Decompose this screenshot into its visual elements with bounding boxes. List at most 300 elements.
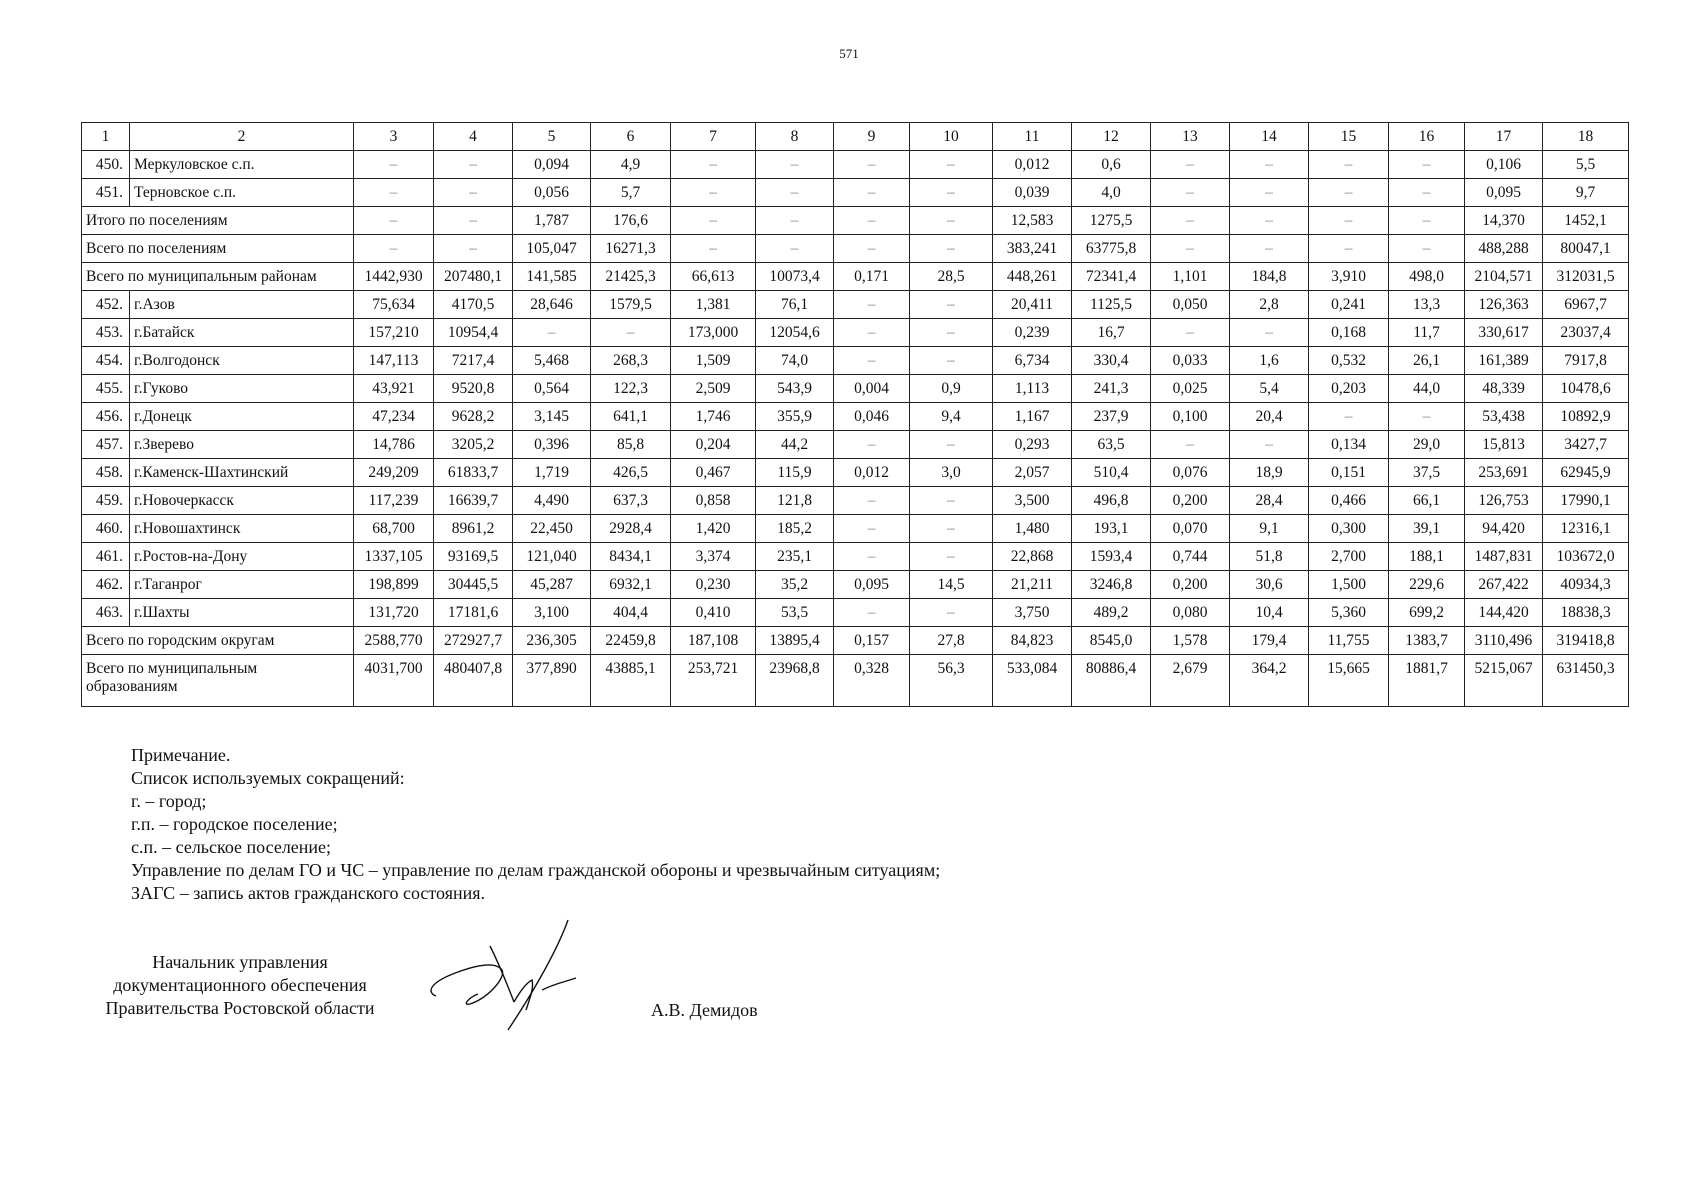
value-cell: – xyxy=(910,207,993,235)
value-cell: 3,100 xyxy=(513,599,591,627)
value-cell: – xyxy=(1151,151,1230,179)
value-cell: 10954,4 xyxy=(434,319,513,347)
value-cell: 272927,7 xyxy=(434,627,513,655)
column-number-header: 10 xyxy=(910,123,993,151)
value-cell: 47,234 xyxy=(354,403,434,431)
value-cell: 80886,4 xyxy=(1072,655,1151,707)
value-cell: 179,4 xyxy=(1230,627,1309,655)
total-row-name: Всего по поселениям xyxy=(82,235,354,263)
value-cell: 0,004 xyxy=(834,375,910,403)
value-cell: 184,8 xyxy=(1230,263,1309,291)
value-cell: 489,2 xyxy=(1072,599,1151,627)
value-cell: 631450,3 xyxy=(1543,655,1629,707)
value-cell: 147,113 xyxy=(354,347,434,375)
value-cell: 0,396 xyxy=(513,431,591,459)
value-cell: 9520,8 xyxy=(434,375,513,403)
value-cell: – xyxy=(1309,235,1389,263)
value-cell: – xyxy=(354,151,434,179)
value-cell: 3,374 xyxy=(671,543,756,571)
row-number: 456. xyxy=(82,403,130,431)
value-cell: 1275,5 xyxy=(1072,207,1151,235)
value-cell: 0,012 xyxy=(834,459,910,487)
value-cell: – xyxy=(834,207,910,235)
value-cell: 12,583 xyxy=(993,207,1072,235)
value-cell: – xyxy=(756,179,834,207)
value-cell: 53,5 xyxy=(756,599,834,627)
value-cell: 161,389 xyxy=(1465,347,1543,375)
table-row xyxy=(82,515,1629,543)
value-cell: 84,823 xyxy=(993,627,1072,655)
value-cell: – xyxy=(1389,151,1465,179)
value-cell: 1,6 xyxy=(1230,347,1309,375)
row-name: г.Таганрог xyxy=(130,571,354,599)
note-line: г.п. – городское поселение; xyxy=(131,814,338,834)
value-cell: – xyxy=(910,319,993,347)
table-row xyxy=(82,543,1629,571)
value-cell: – xyxy=(1151,207,1230,235)
value-cell: – xyxy=(834,151,910,179)
value-cell: 4,9 xyxy=(591,151,671,179)
row-name: г.Зверево xyxy=(130,431,354,459)
value-cell: 198,899 xyxy=(354,571,434,599)
value-cell: 448,261 xyxy=(993,263,1072,291)
value-cell: 1125,5 xyxy=(1072,291,1151,319)
value-cell: 510,4 xyxy=(1072,459,1151,487)
row-name: г.Новошахтинск xyxy=(130,515,354,543)
value-cell: – xyxy=(1230,431,1309,459)
column-number-header: 6 xyxy=(591,123,671,151)
row-name: г.Азов xyxy=(130,291,354,319)
value-cell: 2,8 xyxy=(1230,291,1309,319)
value-cell: 17990,1 xyxy=(1543,487,1629,515)
value-cell: 6,734 xyxy=(993,347,1072,375)
value-cell: 2928,4 xyxy=(591,515,671,543)
column-number-header: 1 xyxy=(82,123,130,151)
value-cell: 75,634 xyxy=(354,291,434,319)
value-cell: 27,8 xyxy=(910,627,993,655)
value-cell: 0,466 xyxy=(1309,487,1389,515)
value-cell: 66,1 xyxy=(1389,487,1465,515)
row-number: 459. xyxy=(82,487,130,515)
table-row xyxy=(82,459,1629,487)
value-cell: 0,056 xyxy=(513,179,591,207)
value-cell: – xyxy=(910,599,993,627)
value-cell: 1593,4 xyxy=(1072,543,1151,571)
value-cell: – xyxy=(671,235,756,263)
value-cell: 8434,1 xyxy=(591,543,671,571)
value-cell: 319418,8 xyxy=(1543,627,1629,655)
value-cell: 496,8 xyxy=(1072,487,1151,515)
value-cell: 22459,8 xyxy=(591,627,671,655)
value-cell: 51,8 xyxy=(1230,543,1309,571)
value-cell: – xyxy=(1389,235,1465,263)
value-cell: 4,0 xyxy=(1072,179,1151,207)
value-cell: – xyxy=(910,431,993,459)
value-cell: 8545,0 xyxy=(1072,627,1151,655)
column-number-header: 14 xyxy=(1230,123,1309,151)
value-cell: – xyxy=(910,291,993,319)
value-cell: 10892,9 xyxy=(1543,403,1629,431)
column-number-header: 11 xyxy=(993,123,1072,151)
column-number-header: 18 xyxy=(1543,123,1629,151)
value-cell: 699,2 xyxy=(1389,599,1465,627)
value-cell: 237,9 xyxy=(1072,403,1151,431)
value-cell: – xyxy=(354,179,434,207)
value-cell: 3,910 xyxy=(1309,263,1389,291)
value-cell: 5,360 xyxy=(1309,599,1389,627)
notes xyxy=(131,744,940,905)
column-number-header: 13 xyxy=(1151,123,1230,151)
row-name: г.Батайск xyxy=(130,319,354,347)
value-cell: 14,5 xyxy=(910,571,993,599)
value-cell: 1,101 xyxy=(1151,263,1230,291)
table-row xyxy=(82,375,1629,403)
value-cell: 543,9 xyxy=(756,375,834,403)
value-cell: – xyxy=(1151,235,1230,263)
value-cell: 126,363 xyxy=(1465,291,1543,319)
value-cell: 13,3 xyxy=(1389,291,1465,319)
value-cell: 16639,7 xyxy=(434,487,513,515)
signature-title-line: Начальник управления xyxy=(152,952,328,972)
value-cell: – xyxy=(834,319,910,347)
value-cell: 61833,7 xyxy=(434,459,513,487)
value-cell: 37,5 xyxy=(1389,459,1465,487)
column-number-header: 15 xyxy=(1309,123,1389,151)
value-cell: 0,106 xyxy=(1465,151,1543,179)
table-row xyxy=(82,599,1629,627)
value-cell: – xyxy=(1151,431,1230,459)
value-cell: 44,2 xyxy=(756,431,834,459)
value-cell: 10478,6 xyxy=(1543,375,1629,403)
value-cell: 187,108 xyxy=(671,627,756,655)
value-cell: – xyxy=(910,347,993,375)
value-cell: 76,1 xyxy=(756,291,834,319)
value-cell: – xyxy=(1151,319,1230,347)
value-cell: 364,2 xyxy=(1230,655,1309,707)
value-cell: – xyxy=(910,179,993,207)
value-cell: 121,8 xyxy=(756,487,834,515)
value-cell: 35,2 xyxy=(756,571,834,599)
value-cell: – xyxy=(1230,207,1309,235)
value-cell: 355,9 xyxy=(756,403,834,431)
value-cell: – xyxy=(834,347,910,375)
value-cell: – xyxy=(1309,179,1389,207)
value-cell: 29,0 xyxy=(1389,431,1465,459)
value-cell: 0,095 xyxy=(834,571,910,599)
value-cell: 17181,6 xyxy=(434,599,513,627)
table-row xyxy=(82,319,1629,347)
value-cell: 1,167 xyxy=(993,403,1072,431)
value-cell: 0,200 xyxy=(1151,487,1230,515)
value-cell: 28,5 xyxy=(910,263,993,291)
value-cell: 0,095 xyxy=(1465,179,1543,207)
value-cell: 14,370 xyxy=(1465,207,1543,235)
value-cell: 66,613 xyxy=(671,263,756,291)
value-cell: 28,646 xyxy=(513,291,591,319)
page-number: 571 xyxy=(839,46,859,61)
value-cell: – xyxy=(834,235,910,263)
value-cell: 15,665 xyxy=(1309,655,1389,707)
value-cell: 15,813 xyxy=(1465,431,1543,459)
value-cell: 1,420 xyxy=(671,515,756,543)
value-cell: 330,4 xyxy=(1072,347,1151,375)
value-cell: – xyxy=(1230,151,1309,179)
value-cell: 74,0 xyxy=(756,347,834,375)
column-number-header: 16 xyxy=(1389,123,1465,151)
value-cell: 0,241 xyxy=(1309,291,1389,319)
value-cell: 1383,7 xyxy=(1389,627,1465,655)
column-number-header: 5 xyxy=(513,123,591,151)
value-cell: 1,719 xyxy=(513,459,591,487)
value-cell: – xyxy=(1309,151,1389,179)
table-row xyxy=(82,151,1629,179)
value-cell: 21,211 xyxy=(993,571,1072,599)
value-cell: 8961,2 xyxy=(434,515,513,543)
value-cell: 1,578 xyxy=(1151,627,1230,655)
table-row xyxy=(82,347,1629,375)
table-row xyxy=(82,571,1629,599)
value-cell: 26,1 xyxy=(1389,347,1465,375)
value-cell: 0,532 xyxy=(1309,347,1389,375)
table-row xyxy=(82,655,1629,707)
value-cell: 62945,9 xyxy=(1543,459,1629,487)
row-number: 457. xyxy=(82,431,130,459)
value-cell: – xyxy=(756,151,834,179)
value-cell: 241,3 xyxy=(1072,375,1151,403)
value-cell: 0,012 xyxy=(993,151,1072,179)
value-cell: 229,6 xyxy=(1389,571,1465,599)
value-cell: 3,0 xyxy=(910,459,993,487)
row-name: г.Ростов-на-Дону xyxy=(130,543,354,571)
column-number-header: 12 xyxy=(1072,123,1151,151)
value-cell: 268,3 xyxy=(591,347,671,375)
value-cell: 235,1 xyxy=(756,543,834,571)
value-cell: – xyxy=(1389,207,1465,235)
column-number-header: 17 xyxy=(1465,123,1543,151)
value-cell: 0,070 xyxy=(1151,515,1230,543)
value-cell: 53,438 xyxy=(1465,403,1543,431)
row-number: 458. xyxy=(82,459,130,487)
value-cell: 3,750 xyxy=(993,599,1072,627)
signature-title-line: документационного обеспечения xyxy=(113,975,367,995)
value-cell: 173,000 xyxy=(671,319,756,347)
value-cell: 0,300 xyxy=(1309,515,1389,543)
value-cell: – xyxy=(1151,179,1230,207)
header-row xyxy=(82,123,1629,151)
value-cell: – xyxy=(1389,179,1465,207)
row-number: 454. xyxy=(82,347,130,375)
value-cell: 5,5 xyxy=(1543,151,1629,179)
value-cell: 1,500 xyxy=(1309,571,1389,599)
value-cell: 193,1 xyxy=(1072,515,1151,543)
value-cell: – xyxy=(671,151,756,179)
row-number: 461. xyxy=(82,543,130,571)
value-cell: 85,8 xyxy=(591,431,671,459)
value-cell: 0,076 xyxy=(1151,459,1230,487)
table-row xyxy=(82,403,1629,431)
value-cell: – xyxy=(756,207,834,235)
value-cell: 1,381 xyxy=(671,291,756,319)
value-cell: 0,410 xyxy=(671,599,756,627)
value-cell: 2104,571 xyxy=(1465,263,1543,291)
value-cell: 236,305 xyxy=(513,627,591,655)
table-row xyxy=(82,179,1629,207)
value-cell: 0,033 xyxy=(1151,347,1230,375)
value-cell: 20,411 xyxy=(993,291,1072,319)
value-cell: – xyxy=(434,207,513,235)
value-cell: 122,3 xyxy=(591,375,671,403)
value-cell: – xyxy=(834,543,910,571)
value-cell: 3246,8 xyxy=(1072,571,1151,599)
signature-title xyxy=(83,951,397,1020)
value-cell: 0,134 xyxy=(1309,431,1389,459)
value-cell: 1,509 xyxy=(671,347,756,375)
value-cell: 18838,3 xyxy=(1543,599,1629,627)
value-cell: 117,239 xyxy=(354,487,434,515)
value-cell: 39,1 xyxy=(1389,515,1465,543)
value-cell: 0,467 xyxy=(671,459,756,487)
table-row xyxy=(82,487,1629,515)
value-cell: – xyxy=(910,515,993,543)
note-line: ЗАГС – запись актов гражданского состояния. xyxy=(131,883,486,903)
value-cell: 249,209 xyxy=(354,459,434,487)
value-cell: 0,039 xyxy=(993,179,1072,207)
value-cell: 330,617 xyxy=(1465,319,1543,347)
value-cell: 488,288 xyxy=(1465,235,1543,263)
value-cell: 1337,105 xyxy=(354,543,434,571)
table-row xyxy=(82,431,1629,459)
value-cell: 144,420 xyxy=(1465,599,1543,627)
value-cell: 9,4 xyxy=(910,403,993,431)
value-cell: 0,100 xyxy=(1151,403,1230,431)
value-cell: 9,7 xyxy=(1543,179,1629,207)
column-number-header: 4 xyxy=(434,123,513,151)
value-cell: 63775,8 xyxy=(1072,235,1151,263)
value-cell: 9,1 xyxy=(1230,515,1309,543)
value-cell: 1,113 xyxy=(993,375,1072,403)
value-cell: – xyxy=(434,235,513,263)
row-name: г.Шахты xyxy=(130,599,354,627)
value-cell: 312031,5 xyxy=(1543,263,1629,291)
value-cell: 13895,4 xyxy=(756,627,834,655)
value-cell: – xyxy=(354,235,434,263)
value-cell: 383,241 xyxy=(993,235,1072,263)
value-cell: 0,151 xyxy=(1309,459,1389,487)
total-row-name: Итого по поселениям xyxy=(82,207,354,235)
value-cell: 68,700 xyxy=(354,515,434,543)
value-cell: 0,050 xyxy=(1151,291,1230,319)
total-row-name: Всего по муниципальным районам xyxy=(82,263,354,291)
value-cell: – xyxy=(671,207,756,235)
value-cell: 1579,5 xyxy=(591,291,671,319)
row-name: г.Донецк xyxy=(130,403,354,431)
value-cell: 0,293 xyxy=(993,431,1072,459)
value-cell: – xyxy=(1309,207,1389,235)
value-cell: 63,5 xyxy=(1072,431,1151,459)
value-cell: – xyxy=(1230,235,1309,263)
value-cell: – xyxy=(834,487,910,515)
value-cell: 404,4 xyxy=(591,599,671,627)
value-cell: 0,025 xyxy=(1151,375,1230,403)
value-cell: 185,2 xyxy=(756,515,834,543)
row-number: 463. xyxy=(82,599,130,627)
value-cell: – xyxy=(910,151,993,179)
value-cell: 6932,1 xyxy=(591,571,671,599)
value-cell: – xyxy=(354,207,434,235)
value-cell: 253,691 xyxy=(1465,459,1543,487)
value-cell: – xyxy=(910,543,993,571)
column-number-header: 9 xyxy=(834,123,910,151)
row-number: 452. xyxy=(82,291,130,319)
value-cell: 40934,3 xyxy=(1543,571,1629,599)
handwritten-signature xyxy=(418,918,618,1038)
row-name: г.Новочеркасск xyxy=(130,487,354,515)
value-cell: 2,509 xyxy=(671,375,756,403)
data-table xyxy=(81,122,1629,707)
value-cell: 23037,4 xyxy=(1543,319,1629,347)
value-cell: 4170,5 xyxy=(434,291,513,319)
row-name: г.Волгодонск xyxy=(130,347,354,375)
value-cell: 103672,0 xyxy=(1543,543,1629,571)
value-cell: 105,047 xyxy=(513,235,591,263)
value-cell: 3110,496 xyxy=(1465,627,1543,655)
value-cell: 7217,4 xyxy=(434,347,513,375)
value-cell: – xyxy=(834,179,910,207)
value-cell: 5,7 xyxy=(591,179,671,207)
value-cell: 0,204 xyxy=(671,431,756,459)
value-cell: 56,3 xyxy=(910,655,993,707)
value-cell: 1442,930 xyxy=(354,263,434,291)
row-name: Терновское с.п. xyxy=(130,179,354,207)
note-line: Управление по делам ГО и ЧС – управление по делам гражданской обороны и чрезвычайным ситуациям; xyxy=(131,860,941,880)
value-cell: 11,7 xyxy=(1389,319,1465,347)
value-cell: – xyxy=(1230,179,1309,207)
value-cell: 641,1 xyxy=(591,403,671,431)
value-cell: 1452,1 xyxy=(1543,207,1629,235)
value-cell: 207480,1 xyxy=(434,263,513,291)
value-cell: 533,084 xyxy=(993,655,1072,707)
value-cell: 28,4 xyxy=(1230,487,1309,515)
value-cell: 30,6 xyxy=(1230,571,1309,599)
value-cell: – xyxy=(671,179,756,207)
row-name: г.Каменск-Шахтинский xyxy=(130,459,354,487)
row-number: 451. xyxy=(82,179,130,207)
value-cell: 0,203 xyxy=(1309,375,1389,403)
table-row xyxy=(82,627,1629,655)
note-line: г. – город; xyxy=(131,791,207,811)
value-cell: – xyxy=(1230,319,1309,347)
value-cell: 22,868 xyxy=(993,543,1072,571)
value-cell: 30445,5 xyxy=(434,571,513,599)
column-number-header: 7 xyxy=(671,123,756,151)
table-row xyxy=(82,263,1629,291)
value-cell: 3427,7 xyxy=(1543,431,1629,459)
value-cell: 1,787 xyxy=(513,207,591,235)
column-number-header: 3 xyxy=(354,123,434,151)
value-cell: 93169,5 xyxy=(434,543,513,571)
value-cell: 5,4 xyxy=(1230,375,1309,403)
value-cell: 1487,831 xyxy=(1465,543,1543,571)
value-cell: 141,585 xyxy=(513,263,591,291)
value-cell: 253,721 xyxy=(671,655,756,707)
value-cell: – xyxy=(434,179,513,207)
value-cell: 21425,3 xyxy=(591,263,671,291)
value-cell: – xyxy=(910,487,993,515)
value-cell: – xyxy=(834,431,910,459)
value-cell: 188,1 xyxy=(1389,543,1465,571)
value-cell: – xyxy=(834,599,910,627)
value-cell: 11,755 xyxy=(1309,627,1389,655)
